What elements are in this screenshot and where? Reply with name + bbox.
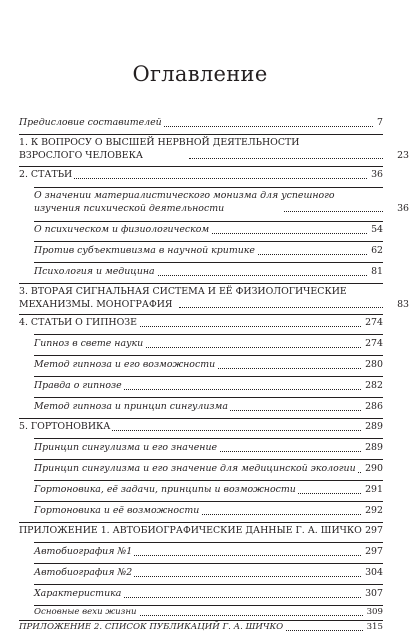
toc-entry-title: Основные вехи жизни — [34, 607, 137, 617]
toc-entry-article[interactable] — [34, 442, 383, 455]
divider — [34, 584, 383, 585]
toc-entry-page: 274 — [362, 317, 383, 330]
toc-entry-article[interactable] — [34, 505, 383, 518]
toc-entry-article[interactable] — [34, 190, 409, 215]
toc-entry-page: 23 — [394, 150, 409, 163]
toc-entry-chapter-5[interactable] — [19, 421, 383, 434]
toc-entry-title: Гортоновика и её возможности — [34, 505, 200, 516]
toc-entry-page: 307 — [362, 588, 383, 601]
divider — [34, 187, 383, 188]
toc-entry-chapter-2[interactable] — [19, 169, 383, 182]
toc-entry-title: Автобиография №2 — [34, 567, 133, 578]
divider — [19, 166, 383, 167]
toc-entry-title: Принцип сингулизма и его значение — [34, 442, 218, 453]
toc-entry-article[interactable] — [34, 546, 383, 559]
toc-entry-title: О психическом и физиологическом — [34, 224, 210, 235]
divider — [34, 605, 383, 606]
toc-entry-title: Гортоновика, её задачи, принципы и возможности — [34, 484, 296, 495]
toc-entry-title: 2. СТАТЬИ — [19, 169, 73, 180]
toc-entry-title: Принцип сингулизма и его значение для медицинской экологии — [34, 463, 356, 474]
toc-entry-article[interactable] — [34, 484, 383, 497]
toc-entry-page: 81 — [368, 266, 383, 279]
divider — [19, 314, 383, 315]
divider — [19, 283, 383, 284]
toc-entry-title: 3. ВТОРАЯ СИГНАЛЬНАЯ СИСТЕМА И ЕЁ ФИЗИОЛОГИЧЕСКИЕ МЕХАНИЗМЫ. МОНОГРАФИЯ — [19, 286, 347, 310]
toc-entry-chapter-4[interactable] — [19, 317, 383, 330]
divider — [19, 134, 383, 135]
toc-entry-title: ПРИЛОЖЕНИЕ 1. АВТОБИОГРАФИЧЕСКИЕ ДАННЫЕ Г. А. ШИЧКО — [19, 525, 362, 536]
toc-entry-title: 1. К ВОПРОСУ О ВЫСШЕЙ НЕРВНОЙ ДЕЯТЕЛЬНОСТИ ВЗРОСЛОГО ЧЕЛОВЕКА — [19, 137, 300, 161]
toc-entry-page: 292 — [362, 505, 383, 518]
divider — [34, 355, 383, 356]
toc-entry-article[interactable] — [34, 359, 383, 372]
toc-entry-page: 304 — [362, 567, 383, 580]
toc-entry-article[interactable] — [34, 224, 383, 237]
toc-entry-title: Метод гипноза и его возможности — [34, 359, 216, 370]
divider — [34, 438, 383, 439]
divider — [34, 262, 383, 263]
divider — [34, 563, 383, 564]
toc-entry-chapter-1[interactable] — [19, 137, 409, 162]
toc-entry-page: 280 — [362, 359, 383, 372]
toc-entry-page: 315 — [364, 622, 383, 633]
toc-entry-article[interactable] — [34, 401, 383, 414]
divider — [34, 334, 383, 335]
toc-entry-title: ПРИЛОЖЕНИЕ 2. СПИСОК ПУБЛИКАЦИЙ Г. А. ШИЧКО — [19, 622, 284, 632]
divider — [19, 522, 383, 523]
toc-entry-title: 5. ГОРТОНОВИКА — [19, 421, 111, 432]
toc-entry-article[interactable] — [34, 380, 383, 393]
toc-entry-page: 291 — [362, 484, 383, 497]
toc-entry-title: Предисловие составителей — [19, 117, 162, 128]
toc-entry-title: Гипноз в свете науки — [34, 338, 144, 349]
toc-entry-page: 286 — [362, 401, 383, 414]
toc-entry-page: 289 — [362, 442, 383, 455]
toc-entry-page: 274 — [362, 338, 383, 351]
toc-entry-chapter-3[interactable] — [19, 286, 409, 311]
divider — [19, 620, 383, 621]
toc-entry-appendix-1[interactable] — [19, 525, 383, 538]
toc-entry-title: Правда о гипнозе — [34, 380, 122, 391]
toc-entry-article[interactable] — [34, 245, 383, 258]
toc-entry-title: Против субъективизма в научной критике — [34, 245, 255, 256]
toc-entry-title: Автобиография №1 — [34, 546, 133, 557]
page-title: Оглавление — [132, 62, 268, 86]
toc-entry-page: 290 — [362, 463, 383, 476]
toc-entry-page: 62 — [368, 245, 383, 258]
toc-entry-title: 4. СТАТЬИ О ГИПНОЗЕ — [19, 317, 137, 328]
divider — [34, 480, 383, 481]
divider — [34, 501, 383, 502]
toc-entry-article[interactable] — [34, 463, 383, 476]
divider — [34, 221, 383, 222]
divider — [34, 542, 383, 543]
toc-entry-page: 36 — [394, 203, 409, 216]
divider — [19, 418, 383, 419]
toc-entry-article[interactable] — [34, 567, 383, 580]
toc-entry-article[interactable] — [34, 266, 383, 279]
toc-entry-page: 54 — [368, 224, 383, 237]
toc-entry-page: 36 — [368, 169, 383, 182]
toc-entry-page: 282 — [362, 380, 383, 393]
divider — [34, 397, 383, 398]
toc-entry-title: Метод гипноза и принцип сингулизма — [34, 401, 228, 412]
toc-entry-page: 7 — [374, 117, 383, 130]
toc-entry-page: 297 — [362, 546, 383, 559]
toc-entry-article[interactable] — [34, 607, 383, 618]
toc-entry-page: 289 — [362, 421, 383, 434]
divider — [34, 241, 383, 242]
toc-entry-title: О значении материалистического монизма для успешного изучения психической деятельности — [34, 190, 335, 214]
divider — [34, 459, 383, 460]
toc-entry-page: 297 — [362, 525, 383, 538]
toc-entry-page: 309 — [364, 607, 383, 618]
toc-entry-title: Характеристика — [34, 588, 122, 599]
toc-entry-appendix-2[interactable] — [19, 622, 383, 633]
toc-entry-page: 83 — [394, 299, 409, 312]
toc-entry-article[interactable] — [34, 338, 383, 351]
divider — [34, 376, 383, 377]
toc-entry-preface[interactable] — [19, 117, 383, 130]
toc-entry-article[interactable] — [34, 588, 383, 601]
toc-entry-title: Психология и медицина — [34, 266, 155, 277]
